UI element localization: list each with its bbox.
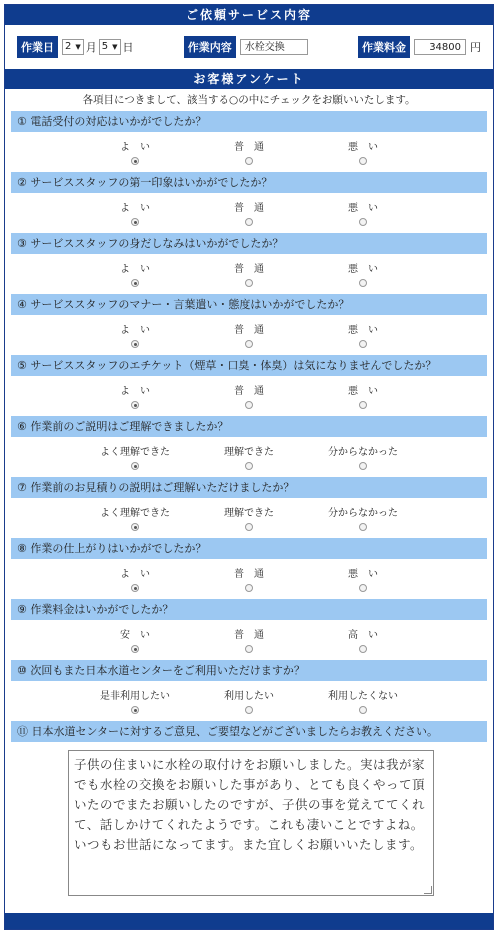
radio-label: 悪 い <box>348 264 378 275</box>
radio-label: 理解できた <box>224 508 274 519</box>
radio-option[interactable] <box>192 254 306 294</box>
radio-button[interactable] <box>245 279 253 287</box>
radio-button[interactable] <box>131 218 139 226</box>
month-unit: 月 <box>85 41 97 54</box>
radio-button[interactable] <box>131 584 139 592</box>
radio-group <box>5 498 493 538</box>
radio-label: 分からなかった <box>328 508 398 519</box>
chevron-down-icon: ▼ <box>75 43 81 51</box>
radio-group <box>5 559 493 599</box>
radio-label: 普 通 <box>234 203 264 214</box>
radio-button[interactable] <box>131 279 139 287</box>
question-title: ③ サービススタッフの身だしなみはいかがでしたか？ <box>11 233 487 254</box>
survey-intro: 各項目につきまして、該当する○の中にチェックをお願いいたします。 <box>82 94 416 106</box>
radio-button[interactable] <box>359 157 367 165</box>
radio-button[interactable] <box>131 157 139 165</box>
radio-label: よく理解できた <box>100 447 170 458</box>
radio-button[interactable] <box>359 279 367 287</box>
radio-option[interactable] <box>78 559 192 599</box>
radio-label: よく理解できた <box>100 508 170 519</box>
content-field[interactable]: 水栓交換 <box>240 39 308 55</box>
radio-group <box>5 132 493 172</box>
service-info-row <box>5 25 493 69</box>
radio-label: よ い <box>120 325 150 336</box>
radio-group <box>5 620 493 660</box>
radio-group <box>5 437 493 477</box>
radio-button[interactable] <box>245 218 253 226</box>
survey-form <box>4 4 494 930</box>
radio-option[interactable] <box>78 193 192 233</box>
radio-option[interactable] <box>192 376 306 416</box>
question-title: ⑨ 作業料金はいかがでしたか？ <box>11 599 487 620</box>
radio-label: 悪 い <box>348 325 378 336</box>
radio-label: 普 通 <box>234 325 264 336</box>
radio-label: 安 い <box>120 630 150 641</box>
radio-group <box>5 315 493 355</box>
radio-label: 利用したくない <box>328 691 398 702</box>
radio-label: 悪 い <box>348 386 378 397</box>
survey-header: お客様アンケート <box>5 69 493 89</box>
radio-option[interactable] <box>306 620 420 660</box>
radio-option[interactable] <box>192 315 306 355</box>
radio-button[interactable] <box>359 706 367 714</box>
radio-label: よ い <box>120 264 150 275</box>
radio-button[interactable] <box>245 523 253 531</box>
radio-label: 普 通 <box>234 630 264 641</box>
content-label: 作業内容 <box>184 36 236 58</box>
question-title: ⑤ サービススタッフのエチケット（煙草・口臭・体臭）は気になりませんでしたか？ <box>11 355 487 376</box>
radio-option[interactable] <box>306 559 420 599</box>
radio-option[interactable] <box>192 498 306 538</box>
radio-option[interactable] <box>192 437 306 477</box>
radio-label: 分からなかった <box>328 447 398 458</box>
radio-button[interactable] <box>359 584 367 592</box>
footer-bar <box>5 913 493 929</box>
radio-button[interactable] <box>131 523 139 531</box>
radio-button[interactable] <box>359 523 367 531</box>
radio-label: 普 通 <box>234 142 264 153</box>
radio-option[interactable] <box>78 620 192 660</box>
radio-option[interactable] <box>78 132 192 172</box>
radio-label: 是非利用したい <box>100 691 170 702</box>
radio-button[interactable] <box>131 645 139 653</box>
radio-button[interactable] <box>245 340 253 348</box>
month-select[interactable] <box>62 39 84 55</box>
radio-label: 悪 い <box>348 569 378 580</box>
radio-label: よ い <box>120 386 150 397</box>
date-label: 作業日 <box>17 36 58 58</box>
radio-option[interactable] <box>192 681 306 721</box>
radio-button[interactable] <box>359 401 367 409</box>
day-value: 5 <box>101 41 109 52</box>
radio-option[interactable] <box>78 376 192 416</box>
radio-button[interactable] <box>245 706 253 714</box>
radio-option[interactable] <box>78 437 192 477</box>
service-header: ご依頼サービス内容 <box>5 5 493 25</box>
radio-option[interactable] <box>78 315 192 355</box>
fee-unit: 円 <box>470 41 481 54</box>
radio-label: 普 通 <box>234 264 264 275</box>
radio-label: 利用したい <box>224 691 274 702</box>
radio-option[interactable] <box>192 559 306 599</box>
radio-group <box>5 254 493 294</box>
question-11-title: ⑪ 日本水道センターに対するご意見、ご要望などがございましたらお教えください。 <box>11 721 487 742</box>
radio-option[interactable] <box>306 132 420 172</box>
fee-field[interactable]: 34800 <box>414 39 466 55</box>
radio-label: 理解できた <box>224 447 274 458</box>
radio-button[interactable] <box>245 401 253 409</box>
radio-option[interactable] <box>306 193 420 233</box>
radio-button[interactable] <box>131 401 139 409</box>
radio-group <box>5 193 493 233</box>
radio-label: よ い <box>120 569 150 580</box>
resize-handle-icon[interactable] <box>424 886 432 894</box>
radio-button[interactable] <box>245 462 253 470</box>
question-title: ② サービススタッフの第一印象はいかがでしたか？ <box>11 172 487 193</box>
comment-text: 子供の住まいに水栓の取付けをお願いしました。実は我が家でも水栓の交換をお願いした事があり、とても良くやって頂いたのでまたお願いしたのですが、子供の事を覚えててくれて、話しかけてくれたようです。これも凄いことですよね。いつもお世話になってます。また宜しくお願いいたします。 <box>74 757 426 852</box>
radio-option[interactable] <box>306 681 420 721</box>
question-title: ① 電話受付の対応はいかがでしたか？ <box>11 111 487 132</box>
radio-option[interactable] <box>306 254 420 294</box>
radio-button[interactable] <box>245 584 253 592</box>
radio-button[interactable] <box>359 645 367 653</box>
question-title: ⑦ 作業前のお見積りの説明はご理解いただけましたか？ <box>11 477 487 498</box>
month-value: 2 <box>65 41 72 52</box>
radio-option[interactable] <box>306 498 420 538</box>
question-title: ⑩ 次回もまた日本水道センターをご利用いただけますか？ <box>11 660 487 681</box>
radio-option[interactable] <box>306 437 420 477</box>
question-list <box>5 111 493 721</box>
radio-option[interactable] <box>78 254 192 294</box>
radio-option[interactable] <box>192 193 306 233</box>
radio-button[interactable] <box>245 157 253 165</box>
question-title: ⑧ 作業の仕上がりはいかがでしたか？ <box>11 538 487 559</box>
radio-button[interactable] <box>359 340 367 348</box>
radio-label: 高 い <box>348 630 378 641</box>
fee-label: 作業料金 <box>358 36 410 58</box>
comment-textarea[interactable] <box>68 750 434 896</box>
radio-label: 普 通 <box>234 569 264 580</box>
radio-group <box>5 376 493 416</box>
day-select[interactable] <box>99 39 121 55</box>
radio-button[interactable] <box>131 340 139 348</box>
radio-button[interactable] <box>245 645 253 653</box>
radio-label: よ い <box>120 142 150 153</box>
radio-label: よ い <box>120 203 150 214</box>
radio-group <box>5 681 493 721</box>
chevron-down-icon: ▼ <box>112 43 118 51</box>
radio-option[interactable] <box>78 498 192 538</box>
day-unit: 日 <box>122 41 134 54</box>
radio-label: 悪 い <box>348 142 378 153</box>
radio-button[interactable] <box>359 462 367 470</box>
radio-button[interactable] <box>131 706 139 714</box>
radio-option[interactable] <box>306 315 420 355</box>
radio-option[interactable] <box>78 681 192 721</box>
radio-button[interactable] <box>359 218 367 226</box>
radio-label: 悪 い <box>348 203 378 214</box>
radio-option[interactable] <box>192 132 306 172</box>
radio-label: 普 通 <box>234 386 264 397</box>
radio-button[interactable] <box>131 462 139 470</box>
radio-option[interactable] <box>192 620 306 660</box>
radio-option[interactable] <box>306 376 420 416</box>
question-title: ⑥ 作業前のご説明はご理解できましたか？ <box>11 416 487 437</box>
question-title: ④ サービススタッフのマナー・言葉遣い・態度はいかがでしたか？ <box>11 294 487 315</box>
